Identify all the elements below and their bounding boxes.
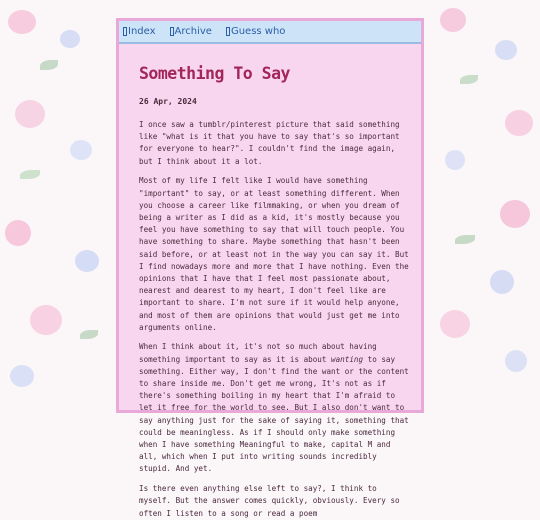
flower-icon	[505, 110, 533, 136]
paragraph	[139, 341, 409, 475]
flower-icon	[5, 220, 31, 246]
flower-icon	[60, 30, 80, 48]
leaf-icon	[40, 60, 58, 70]
flower-icon	[30, 305, 62, 335]
page-icon	[170, 27, 174, 36]
flower-icon	[440, 8, 466, 32]
nav-label: Guess who	[230, 26, 286, 37]
emphasis-text: wanting	[331, 354, 364, 364]
leaf-icon	[80, 330, 98, 339]
flower-icon	[10, 365, 34, 387]
leaf-icon	[20, 170, 40, 179]
blog-post-container	[116, 18, 424, 518]
post-body	[139, 119, 409, 520]
paragraph: Most of my life I felt like I would have something "important" to say, or at least something different. When you choose a career like filmmaking, or when you dream of being a writer as I did as a kid, it's mostly because you feel you have something to say that will touch people. You have something to share. Maybe something that hasn't been said before, or at least not in the way you can say it. But I find nowadays more and more that I have nothing. Even the opinions that I have that I feel most passionate about, nearest and dearest to my heart, I don't feel like are important to share. I'm not sure if it would help anyone, and most of them are opinions that would just get me into arguments online.	[139, 176, 409, 332]
leaf-icon	[455, 235, 475, 244]
flower-icon	[75, 250, 99, 272]
nav-label: Archive	[174, 26, 212, 37]
paragraph-text: When I think about it, it's not so much about having something important to say as it is about	[139, 342, 377, 364]
paragraph-text: to say something. Either way, I don't find the want or the content to share inside me. Don't get me wrong, It's not as if there's something boiling in my heart that I'm afraid to let it free for the world to see. But I also don't want to say anything just for the sake of saying it, something that could be meaningless. As if I should only make something when I have something Meaningful to make, capital M and all, which when I put into writing sounds incredibly stupid. And yet.	[139, 354, 409, 474]
post-title: Something To Say	[139, 64, 290, 83]
nav-link-archive[interactable]	[170, 26, 212, 37]
page-icon	[123, 27, 127, 36]
paragraph: Is there even anything else left to say?, I think to myself. But the answer comes quickly, obviously. Every so often I listen to a song or read a poem	[139, 484, 400, 518]
page-icon	[226, 27, 230, 36]
nav-link-guess-who[interactable]	[226, 26, 285, 37]
top-navigation	[119, 21, 421, 44]
flower-icon	[505, 350, 527, 372]
post-date: 26 Apr, 2024	[139, 97, 197, 106]
leaf-icon	[460, 75, 478, 84]
flower-icon	[15, 100, 45, 128]
flower-icon	[490, 270, 514, 294]
flower-icon	[70, 140, 92, 160]
flower-icon	[8, 10, 36, 34]
nav-label: Index	[128, 26, 156, 37]
nav-link-index[interactable]	[123, 26, 156, 37]
flower-icon	[500, 200, 530, 228]
flower-icon	[445, 150, 465, 170]
flower-icon	[440, 310, 470, 338]
flower-icon	[495, 40, 517, 60]
paragraph: I once saw a tumblr/pinterest picture that said something like "what is it that you have to say that's so important for everyone to hear?". I couldn't find the image again, but I think about it a lot.	[139, 120, 400, 166]
